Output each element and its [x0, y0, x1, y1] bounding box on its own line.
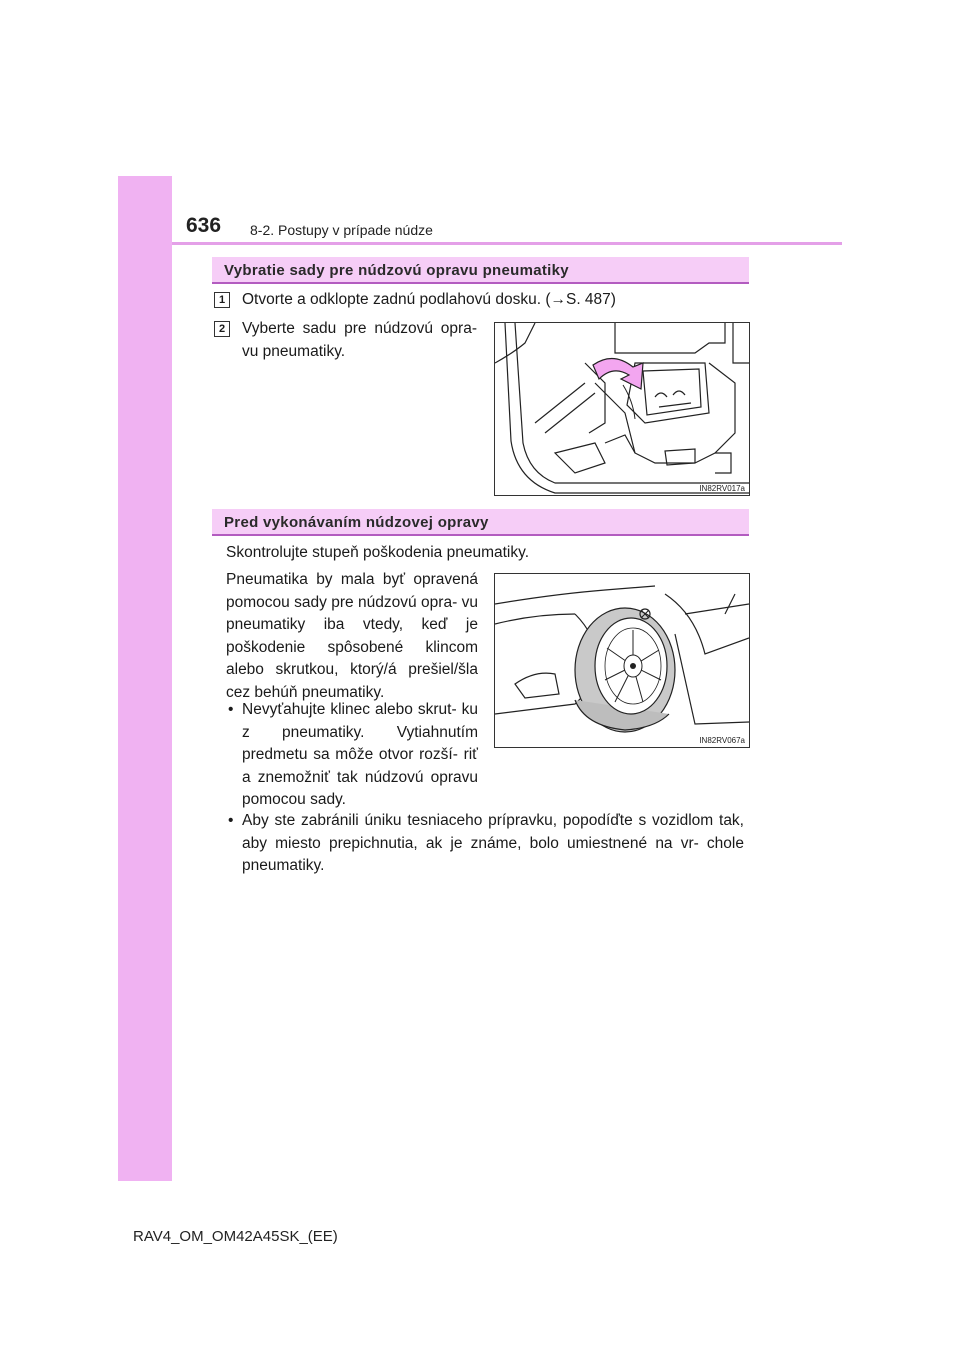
punctured-tire-illustration: [495, 574, 749, 747]
step-number-2: 2: [214, 321, 230, 337]
step-number-1: 1: [214, 292, 230, 308]
chapter-title: 8-2. Postupy v prípade núdze: [250, 222, 433, 238]
bullet-marker: •: [228, 701, 234, 718]
chapter-side-tab: [118, 176, 172, 1181]
bullet-item-2: [228, 810, 744, 878]
bullet-marker: •: [228, 812, 234, 829]
figure-punctured-tire: [494, 573, 750, 748]
section-heading-before-repair: Pred vykonávaním núdzovej opravy: [212, 509, 749, 536]
bullet-1-text: Nevyťahujte klinec alebo skrut- ku z pneumatiky. Vytiahnutím predmetu sa môže otvor rozší- riť a znemožniť tak núdzovú opravu pomocou sady.: [242, 701, 478, 808]
figure-repair-kit-in-floor: [494, 322, 750, 496]
damage-paragraph: Pneumatika by mala byť opravená pomocou sady pre núdzovú opra- vu pneumatiky iba vtedy, keď je poškodenie spôsobené klincom alebo skrutkou, ktorý/á prešiel/šla cez behúň pneumatiky.: [226, 571, 478, 701]
header-rule: [172, 242, 842, 245]
figure-code: IN82RV017a: [699, 484, 745, 493]
figure-code: IN82RV067a: [699, 736, 745, 745]
repair-kit-illustration: [495, 323, 749, 495]
intro-text: Skontrolujte stupeň poškodenia pneumatiky.: [226, 544, 530, 561]
step-1-text: Otvorte a odklopte zadnú podlahovú dosku. (→S. 487): [242, 291, 616, 308]
page-number: 636: [186, 214, 222, 237]
bullet-2-text: Aby ste zabránili úniku tesniaceho prípravku, popodíďte s vozidlom tak, aby miesto prepichnutia, ak je známe, bolo umiestnené na vr- chole pneumatiky.: [242, 812, 744, 874]
step-2-text: Vyberte sadu pre núdzovú opra- vu pneumatiky.: [242, 320, 477, 360]
document-code: RAV4_OM_OM42A45SK_(EE): [133, 1228, 338, 1245]
bullet-item-1: [228, 699, 478, 812]
section-heading-remove-kit: Vybratie sady pre núdzovú opravu pneumatiky: [212, 257, 749, 284]
